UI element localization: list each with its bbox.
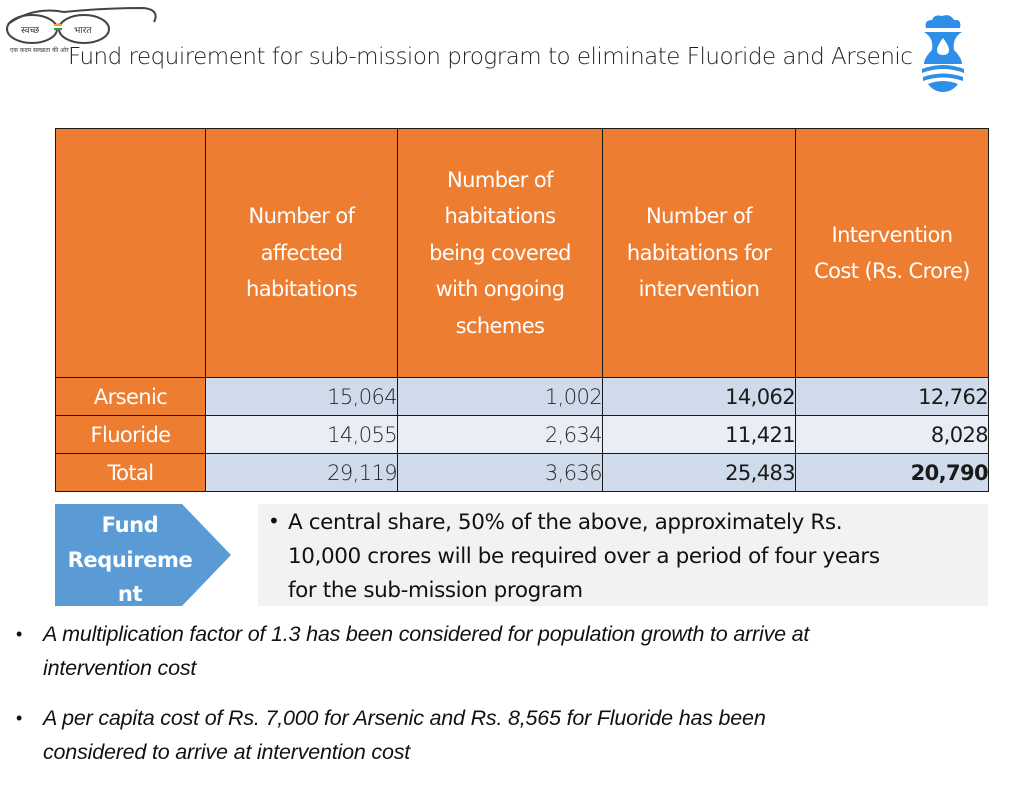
header-line: with ongoing — [435, 277, 565, 302]
cell-intervention-cost-total: 20,790 — [796, 454, 989, 492]
fund-requirement-chevron — [55, 504, 233, 606]
label-line: Fund — [101, 513, 159, 537]
table-header-row — [56, 129, 989, 378]
header-cell-affected-habitations — [206, 129, 398, 378]
cell-affected-habitations: 14,055 — [206, 416, 398, 454]
header-line: habitations — [444, 204, 556, 229]
header-line: Cost (Rs. Crore) — [814, 259, 970, 283]
logo-text-left: स्वच्छ — [21, 26, 40, 36]
header-line: affected — [260, 240, 343, 265]
logo-tagline: एक कदम स्वच्छता की ओर — [10, 47, 69, 54]
header-line: Number of — [447, 167, 553, 192]
bullet-icon: • — [268, 509, 280, 533]
header-cell-intervention-cost — [796, 129, 989, 378]
fund-requirement-table — [55, 128, 989, 492]
cell-ongoing-schemes: 2,634 — [398, 416, 603, 454]
note-line: A multiplication factor of 1.3 has been considered for population growth to arrive at — [43, 622, 810, 646]
note-line: considered to arrive at intervention cost — [43, 740, 411, 764]
header-cell-ongoing-schemes — [398, 129, 603, 378]
row-label: Fluoride — [56, 416, 206, 454]
note-line: A per capita cost of Rs. 7,000 for Arsenic and Rs. 8,565 for Fluoride has been — [43, 706, 766, 730]
note-multiplication-factor — [14, 617, 1014, 685]
cell-intervention-cost: 12,762 — [796, 378, 989, 416]
notes-list — [14, 617, 1014, 785]
page-title: Fund requirement for sub-mission program to eliminate Fluoride and Arsenic — [68, 44, 913, 70]
text-line: 10,000 crores will be required over a period of four years — [288, 544, 880, 569]
label-line: nt — [117, 582, 143, 606]
table-row-arsenic — [56, 378, 989, 416]
header-line: schemes — [455, 313, 545, 338]
header-cell-habitations-for-intervention — [603, 129, 796, 378]
cell-intervention-cost: 8,028 — [796, 416, 989, 454]
table-row-total — [56, 454, 989, 492]
row-label: Arsenic — [56, 378, 206, 416]
header-cell-empty — [56, 129, 206, 378]
cell-habitations-for-intervention: 11,421 — [603, 416, 796, 454]
bullet-icon: • — [16, 624, 23, 644]
label-line: Requireme — [67, 547, 193, 572]
header-line: habitations — [245, 277, 357, 302]
cell-ongoing-schemes: 3,636 — [398, 454, 603, 492]
water-drop-icon — [918, 14, 968, 94]
text-line: A central share, 50% of the above, approximately Rs. — [288, 510, 843, 535]
logo-text-right: भारत — [74, 26, 92, 36]
header-line: Intervention — [831, 222, 953, 247]
cell-habitations-for-intervention: 14,062 — [603, 378, 796, 416]
water-drop-logo — [918, 14, 968, 94]
header-line: being covered — [429, 240, 571, 265]
cell-affected-habitations: 29,119 — [206, 454, 398, 492]
fund-requirement-textbox — [258, 504, 988, 606]
fund-requirement-bullet — [258, 504, 988, 608]
bullet-icon: • — [16, 708, 23, 728]
cell-habitations-for-intervention: 25,483 — [603, 454, 796, 492]
note-per-capita-cost — [14, 701, 1014, 769]
header-line: Number of — [646, 204, 752, 229]
row-label: Total — [56, 454, 206, 492]
header-line: habitations for — [626, 240, 772, 265]
fund-requirement-label — [55, 508, 205, 612]
header-line: intervention — [638, 277, 760, 302]
spectacles-icon — [4, 2, 160, 48]
note-line: intervention cost — [43, 656, 197, 680]
cell-affected-habitations: 15,064 — [206, 378, 398, 416]
cell-ongoing-schemes: 1,002 — [398, 378, 603, 416]
text-line: for the sub-mission program — [288, 578, 583, 603]
header-line: Number of — [248, 204, 355, 229]
table-row-fluoride — [56, 416, 989, 454]
